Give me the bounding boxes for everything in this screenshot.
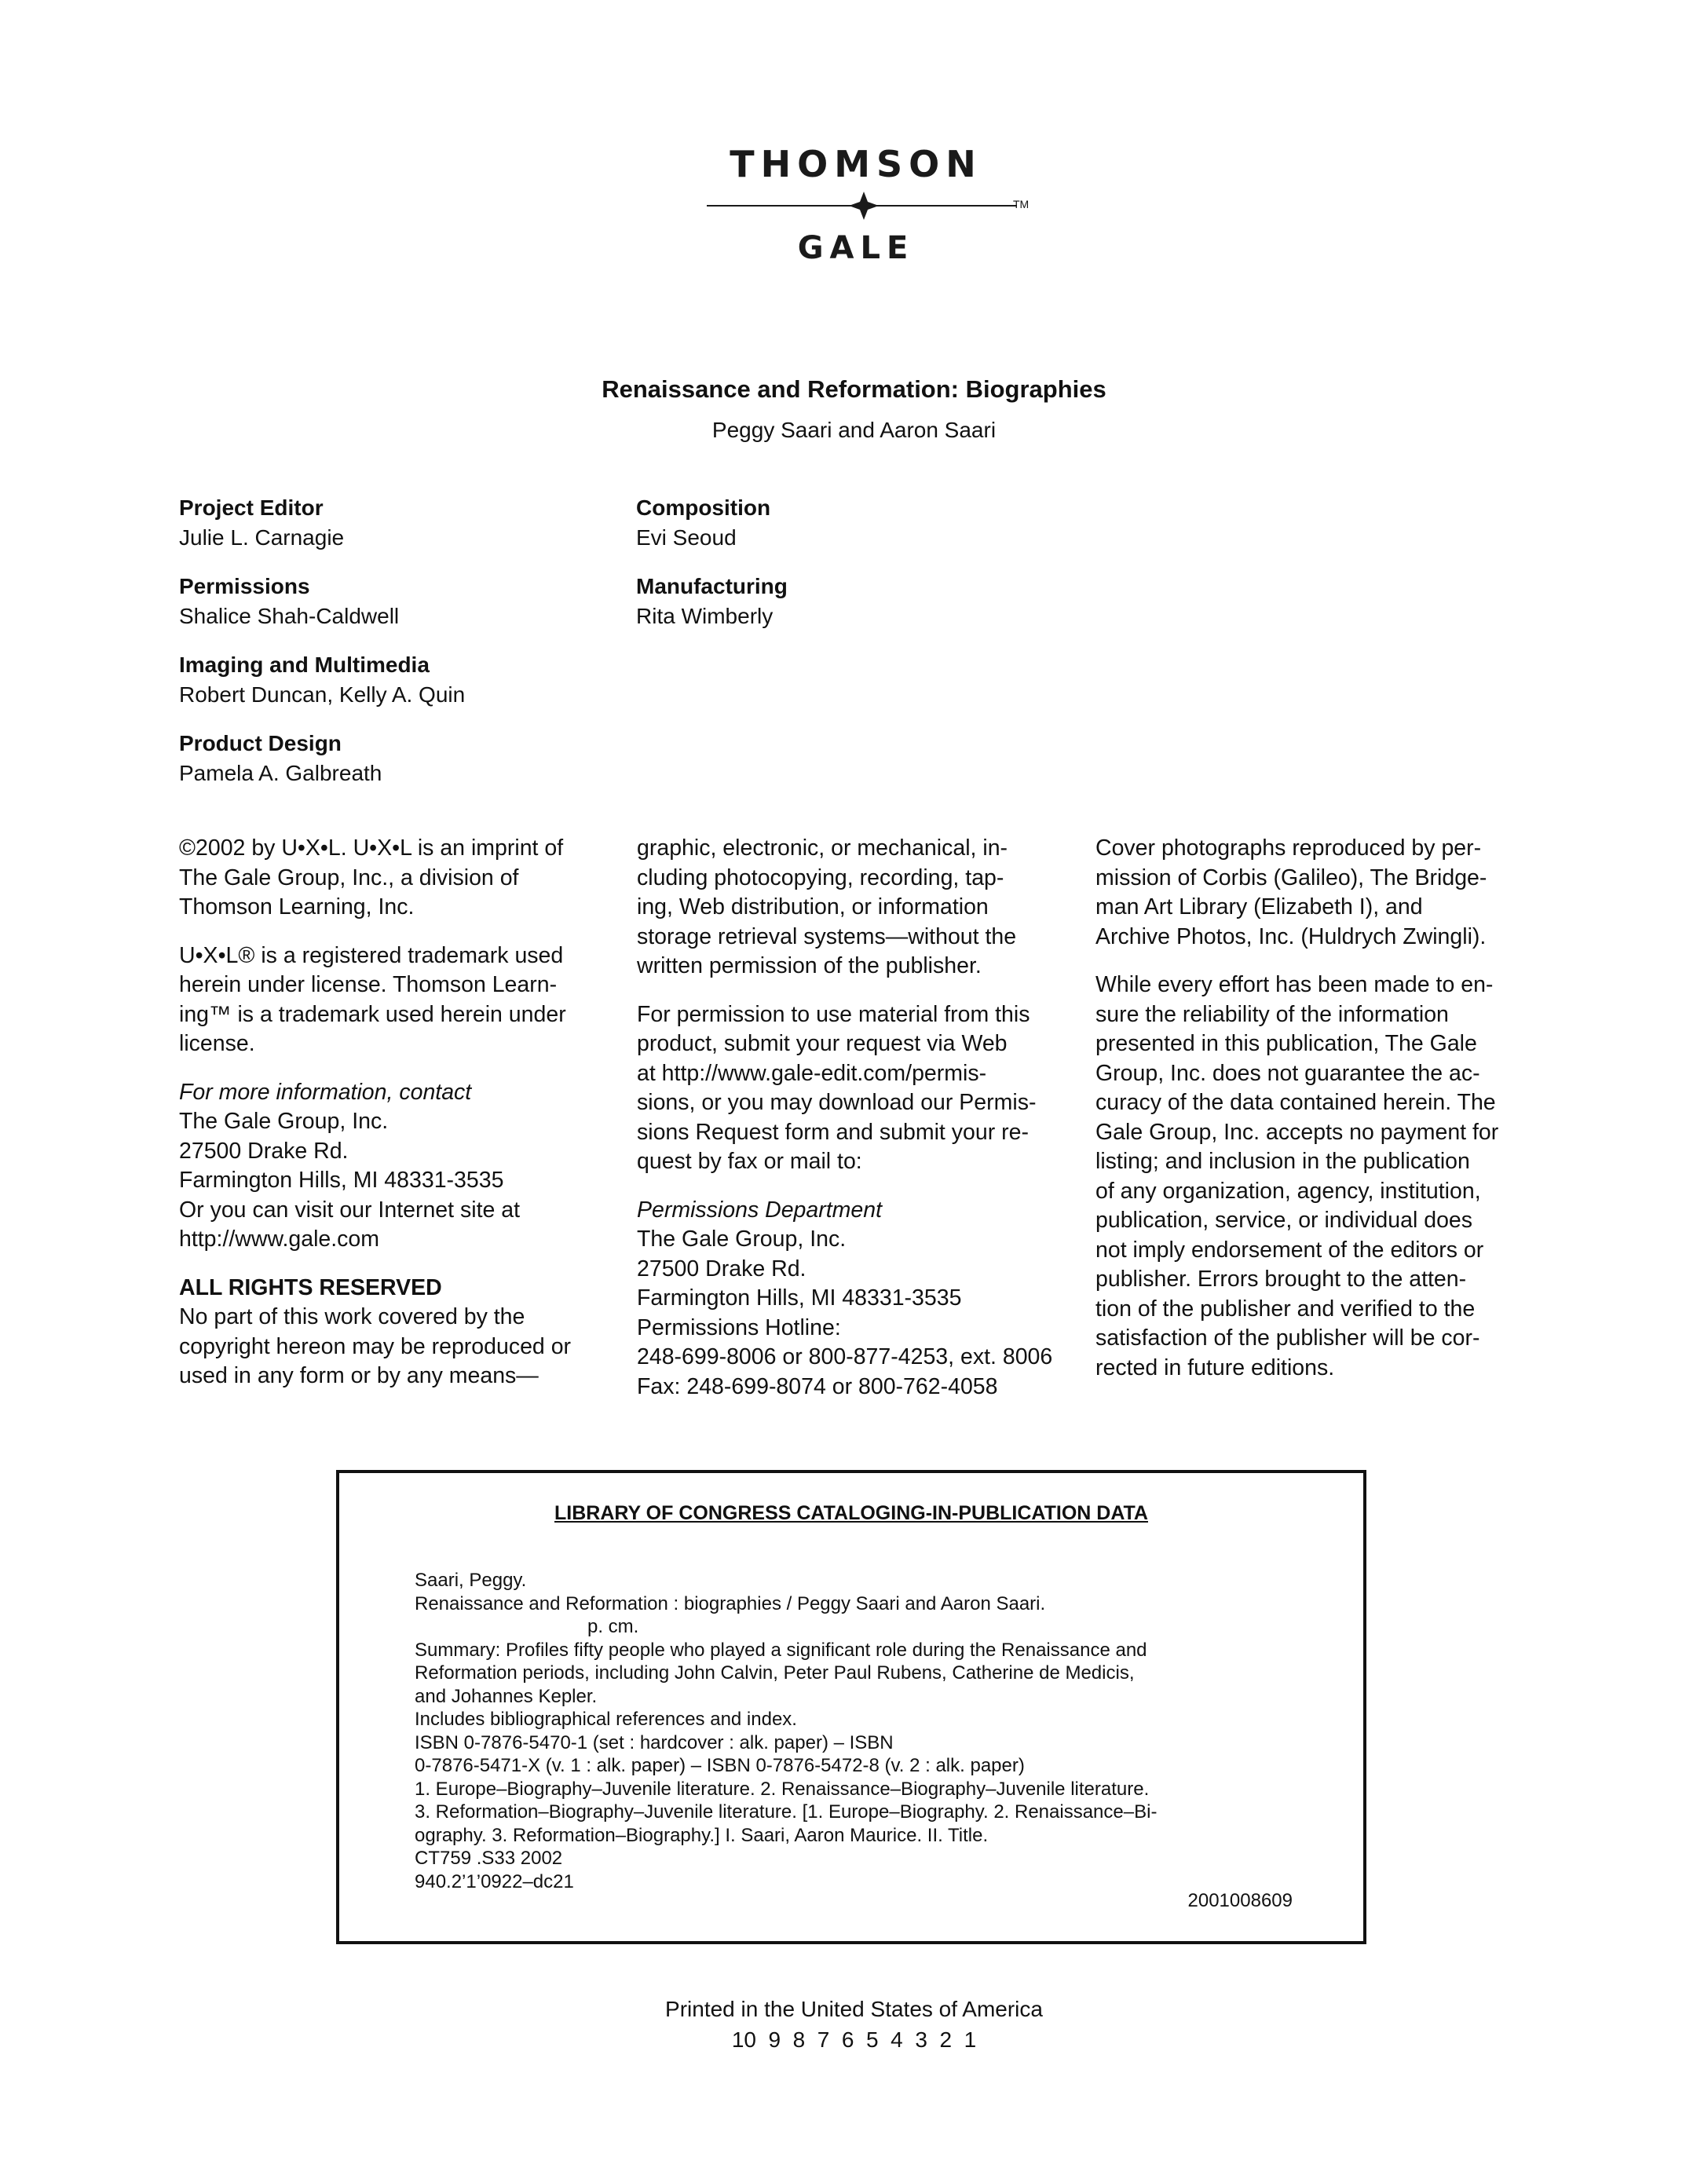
cip-line: 1. Europe–Biography–Juvenile literature. 2. Renaissance–Biography–Juvenile literature. (415, 1778, 1150, 1800)
credit-names: Robert Duncan, Kelly A. Quin (179, 682, 466, 707)
text-line: curacy of the data contained herein. The (1095, 1090, 1496, 1115)
text-line: publication, service, or individual does (1095, 1208, 1473, 1233)
text-line: No part of this work covered by the (179, 1304, 525, 1329)
cip-line: ISBN 0-7876-5470-1 (set : hardcover : alk. paper) – ISBN (415, 1731, 894, 1753)
text-line: man Art Library (Elizabeth I), and (1095, 894, 1423, 919)
text-line: For permission to use material from this (637, 1001, 1030, 1027)
contact-heading: For more information, contact (179, 1079, 472, 1105)
rights-heading: ALL RIGHTS RESERVED (179, 1274, 442, 1300)
credit-role: Product Design (179, 731, 342, 755)
credit-imaging (179, 650, 619, 710)
credit-names: Rita Wimberly (636, 604, 774, 628)
text-line: Permissions Hotline: (637, 1314, 841, 1340)
cip-line: Saari, Peggy. (415, 1570, 527, 1591)
text-line: product, submit your request via Web (637, 1031, 1008, 1056)
trademark-mark: TM (1013, 198, 1030, 210)
cip-line: Summary: Profiles fifty people who played a significant role during the Renaissance and (415, 1639, 1147, 1661)
text-line: sions, or you may download our Permis- (637, 1090, 1037, 1115)
text-line: U•X•L® is a registered trademark used (179, 942, 564, 968)
cip-line: Includes bibliographical references and index. (415, 1709, 797, 1730)
credits-right (636, 493, 1076, 650)
text-line: tion of the publisher and verified to the (1095, 1296, 1476, 1322)
text-line: 27500 Drake Rd. (179, 1138, 349, 1164)
text-line: 248-699-8006 or 800-877-4253, ext. 8006 (637, 1344, 1053, 1369)
text-line: ing, Web distribution, or information (637, 894, 989, 919)
credit-permissions (179, 572, 619, 631)
cip-body (415, 1569, 1341, 1893)
credit-composition (636, 493, 1076, 553)
credit-manufacturing (636, 572, 1076, 631)
text-line: Gale Group, Inc. accepts no payment for (1095, 1119, 1499, 1145)
credit-names: Julie L. Carnagie (179, 525, 345, 550)
text-line: listing; and inclusion in the publication (1095, 1149, 1470, 1174)
credit-names: Pamela A. Galbreath (179, 761, 382, 785)
credit-role: Composition (636, 495, 771, 520)
rights-continued-paragraph (637, 834, 1077, 982)
text-line: publisher. Errors brought to the atten- (1095, 1267, 1467, 1292)
text-line: not imply endorsement of the editors or (1095, 1237, 1484, 1263)
cip-line: 0-7876-5471-X (v. 1 : alk. paper) – ISBN 0-7876-5472-8 (v. 2 : alk. paper) (415, 1755, 1025, 1776)
credit-role: Manufacturing (636, 574, 788, 598)
column-right (1095, 834, 1535, 1402)
cip-line: CT759 .S33 2002 (415, 1848, 563, 1869)
gale-website-link[interactable]: http://www.gale.com (179, 1227, 380, 1252)
book-authors: Peggy Saari and Aaron Saari (711, 418, 997, 442)
cip-line: Reformation periods, including John Calvin, Peter Paul Rubens, Catherine de Medicis, (415, 1662, 1135, 1684)
text-line: Cover photographs reproduced by per- (1095, 835, 1482, 861)
thomson-wordmark: THOMSON (730, 143, 982, 185)
rights-paragraph (179, 1274, 619, 1391)
text-line: ing™ is a trademark used herein under (179, 1001, 566, 1027)
copyright-paragraph (179, 834, 619, 923)
cip-line: p. cm. (587, 1616, 639, 1637)
permissions-dept-heading: Permissions Department (637, 1197, 883, 1223)
text-line: Farmington Hills, MI 48331-3535 (637, 1285, 962, 1311)
cip-line: Renaissance and Reformation : biographies / Peggy Saari and Aaron Saari. (415, 1592, 1046, 1614)
credit-names: Shalice Shah-Caldwell (179, 604, 400, 628)
text-line: rected in future editions. (1095, 1355, 1335, 1380)
text-line: Archive Photos, Inc. (Huldrych Zwingli). (1095, 923, 1487, 949)
text-line: license. (179, 1031, 255, 1056)
cip-data-box (336, 1470, 1366, 1944)
text-line: Fax: 248-699-8074 or 800-762-4058 (637, 1373, 998, 1399)
cip-heading: LIBRARY OF CONGRESS CATALOGING-IN-PUBLICATION DATA (554, 1502, 1148, 1524)
book-title: Renaissance and Reformation: Biographies (602, 375, 1106, 403)
credits-left (179, 493, 619, 807)
text-line: satisfaction of the publisher will be cor- (1095, 1325, 1480, 1351)
credit-role: Imaging and Multimedia (179, 653, 430, 677)
cip-control-number: 2001008609 (1187, 1890, 1293, 1911)
text-line: The Gale Group, Inc. (637, 1227, 847, 1252)
gale-wordmark: GALE (797, 230, 915, 266)
text-line: mission of Corbis (Galileo), The Bridge- (1095, 865, 1487, 890)
column-middle (637, 834, 1077, 1420)
text-line: at http://www.gale-edit.com/permis- (637, 1060, 987, 1086)
permission-paragraph (637, 1000, 1077, 1177)
text-line: Or you can visit our Internet site at (179, 1197, 521, 1223)
column-left (179, 834, 619, 1410)
cip-line: 3. Reformation–Biography–Juvenile literature. [1. Europe–Biography. 2. Renaissance–Bi- (415, 1801, 1158, 1823)
permissions-dept-paragraph (637, 1196, 1077, 1402)
cover-credit-paragraph (1095, 834, 1535, 952)
text-line: of any organization, agency, institution, (1095, 1178, 1481, 1204)
text-line: cluding photocopying, recording, tap- (637, 865, 1004, 890)
credit-names: Evi Seoud (636, 525, 737, 550)
credit-project-editor (179, 493, 619, 553)
text-line: ©2002 by U•X•L. U•X•L is an imprint of (179, 835, 564, 861)
text-line: sure the reliability of the information (1095, 1001, 1449, 1027)
star-rule-icon (703, 190, 1033, 221)
text-line: The Gale Group, Inc. (179, 1109, 389, 1134)
text-line: 27500 Drake Rd. (637, 1256, 806, 1281)
printed-in-line: Printed in the United States of America (665, 1997, 1043, 2021)
trademark-paragraph (179, 941, 619, 1059)
text-line: used in any form or by any means— (179, 1363, 539, 1388)
print-line-numbers: 10 9 8 7 6 5 4 3 2 1 (731, 2027, 977, 2052)
text-line: written permission of the publisher. (637, 953, 982, 978)
text-line: herein under license. Thomson Learn- (179, 972, 558, 997)
text-line: Farmington Hills, MI 48331-3535 (179, 1168, 504, 1193)
text-line: The Gale Group, Inc., a division of (179, 865, 519, 890)
cip-line: ography. 3. Reformation–Biography.] I. Saari, Aaron Maurice. II. Title. (415, 1824, 989, 1846)
text-line: Thomson Learning, Inc. (179, 894, 415, 919)
text-line: presented in this publication, The Gale (1095, 1031, 1477, 1056)
disclaimer-paragraph (1095, 971, 1535, 1383)
text-line: While every effort has been made to en- (1095, 972, 1494, 997)
text-line: graphic, electronic, or mechanical, in- (637, 835, 1008, 861)
credit-role: Project Editor (179, 495, 324, 520)
cip-line: and Johannes Kepler. (415, 1685, 598, 1707)
credit-product-design (179, 729, 619, 788)
text-line: storage retrieval systems—without the (637, 923, 1017, 949)
cip-line: 940.2’1’0922–dc21 (415, 1870, 574, 1892)
text-line: Group, Inc. does not guarantee the ac- (1095, 1060, 1480, 1086)
contact-paragraph (179, 1078, 619, 1255)
text-line: quest by fax or mail to: (637, 1149, 862, 1174)
text-line: sions Request form and submit your re- (637, 1119, 1029, 1145)
credit-role: Permissions (179, 574, 310, 598)
text-line: copyright hereon may be reproduced or (179, 1333, 572, 1359)
